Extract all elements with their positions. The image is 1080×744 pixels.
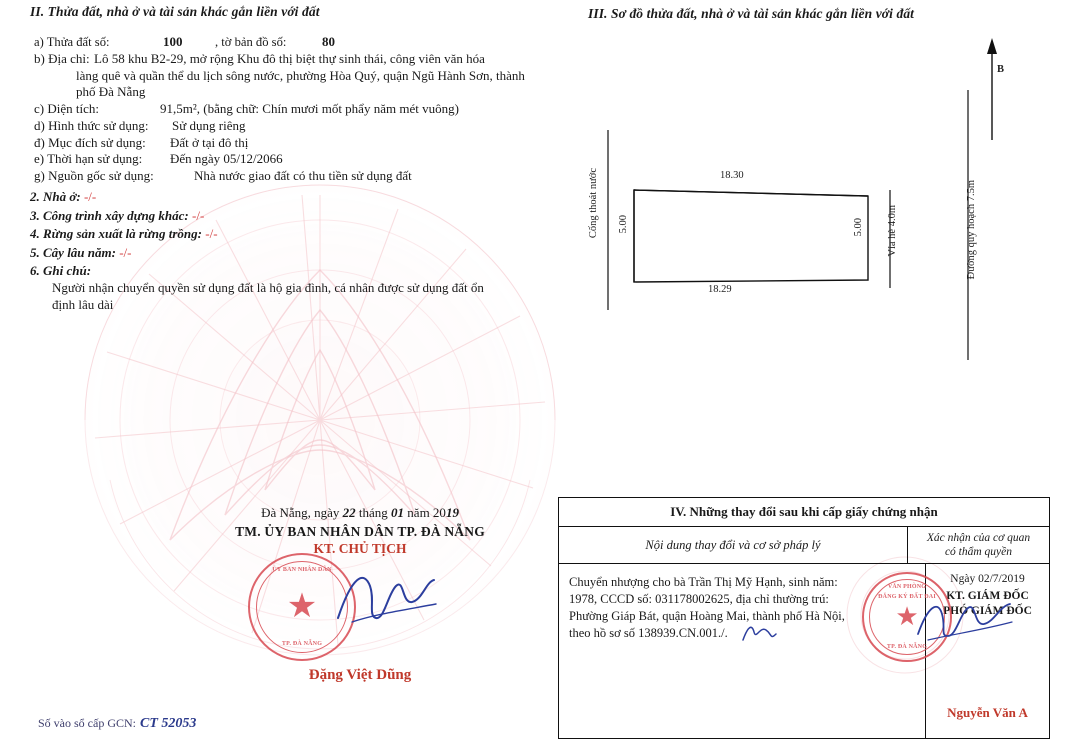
item-4-value: -/- xyxy=(205,226,218,242)
bottom-width-label: 18.29 xyxy=(708,284,732,295)
stamp-bottom-text: TP. ĐÀ NẴNG xyxy=(281,641,323,647)
item-5-value: -/- xyxy=(119,244,132,260)
north-mark-label: B xyxy=(997,64,1005,75)
item-6-label: 6. Ghi chú: xyxy=(30,263,92,279)
purpose-row xyxy=(30,135,550,152)
parcel-diagram xyxy=(560,30,1060,470)
purpose-value: Đất ở tại đô thị xyxy=(170,134,249,150)
top-width-label: 18.30 xyxy=(720,170,744,181)
change-line-1: Chuyển nhượng cho bà Trần Thị Mỹ Hạnh, sinh năm: xyxy=(569,575,838,589)
planned-road-label: Đường quy hoạch 7.5m xyxy=(966,180,977,280)
signature-date-line xyxy=(190,505,530,521)
section-4-row xyxy=(559,564,1049,738)
change-line-4: theo hồ sơ số 138939.CN.001./. xyxy=(569,626,728,640)
area-label: c) Diện tích: xyxy=(34,100,99,116)
right-depth-label: 5.00 xyxy=(853,218,864,237)
sig-year-label: năm 20 xyxy=(407,505,446,520)
confirmation-signer-name: Nguyễn Văn A xyxy=(947,705,1028,720)
stamp-top-text: ỦY BAN NHÂN DÂN xyxy=(272,567,332,573)
drain-label: Cống thoát nước xyxy=(588,168,599,239)
address-row xyxy=(30,51,550,101)
address-line-1: Lô 58 khu B2-29, mở rộng Khu đô thị biệt thự sinh thái, công viên văn hóa xyxy=(94,51,485,66)
gcn-value: CT 52053 xyxy=(140,716,197,731)
area-value: 91,5m², (bằng chữ: Chín mươi mốt phẩy năm mét vuông) xyxy=(160,100,459,116)
use-form-row xyxy=(30,118,550,135)
section-3-heading: III. Sơ đồ thửa đất, nhà ở và tài sản khác gắn liền với đất xyxy=(588,6,915,21)
left-depth-label: 5.00 xyxy=(618,215,629,234)
sig-date-prefix: Đà Nẵng, ngày xyxy=(261,505,340,520)
address-line-3: phố Đà Nẵng xyxy=(76,84,146,100)
col-authority-header-line2: có thẩm quyền xyxy=(944,546,1013,558)
stamp2-top-text: VĂN PHÒNG xyxy=(887,584,927,590)
item-2-label: 2. Nhà ở: xyxy=(30,188,81,204)
parcel-number-label: a) Thửa đất số: xyxy=(34,35,110,49)
item-3-construction xyxy=(30,208,550,225)
parcel-number-value: 100 xyxy=(163,34,183,49)
note-line-2: định lâu dài xyxy=(52,296,114,312)
map-sheet-value: 80 xyxy=(322,34,335,49)
signature-block xyxy=(190,505,530,684)
purpose-label: đ) Mục đích sử dụng: xyxy=(34,134,146,150)
address-line-2: làng quê và quần thể du lịch sông nước, phường Hòa Quý, quận Ngũ Hành Sơn, thành xyxy=(76,67,525,83)
item-4-forest xyxy=(30,226,550,243)
section-4-column-headers xyxy=(559,527,1049,564)
sig-year: 19 xyxy=(445,505,459,520)
signer-name: Đặng Việt Dũng xyxy=(308,667,412,683)
origin-label: g) Nguồn gốc sử dụng: xyxy=(34,168,154,184)
stamp2-bottom-text: TP. ĐÀ NẴNG xyxy=(886,644,928,650)
area-row xyxy=(30,101,550,118)
stamp2-star-icon: ★ xyxy=(895,602,919,631)
section-4-changes-table xyxy=(558,497,1050,739)
parcel-number-row xyxy=(30,34,550,51)
change-line-3: Phường Giáp Bát, quận Hoàng Mai, thành phố Hà Nội, xyxy=(569,609,845,623)
term-value: Đến ngày 05/12/2066 xyxy=(170,151,283,167)
gcn-book-number xyxy=(38,716,196,732)
item-3-label: 3. Công trình xây dựng khác: xyxy=(30,207,189,223)
confirmation-role-2: PHÓ GIÁM ĐỐC xyxy=(943,605,1032,617)
use-form-label: d) Hình thức sử dụng: xyxy=(34,117,149,133)
stamp2-mid-text: ĐĂNG KÝ ĐẤT ĐAI xyxy=(878,594,936,600)
section-2-heading: II. Thửa đất, nhà ở và tài sản khác gắn liền với đất xyxy=(30,4,320,19)
col-change-content-header: Nội dung thay đổi và cơ sở pháp lý xyxy=(559,527,908,563)
sidewalk-label: Vỉa hè 4.0m xyxy=(887,205,898,257)
note-line-1: Người nhận chuyển quyền sử dụng đất là hộ gia đình, cá nhân được sử dụng đất ổn xyxy=(52,279,484,295)
item-5-label: 5. Cây lâu năm: xyxy=(30,244,116,260)
change-line-2: 1978, CCCD số: 031178002625, địa chỉ thường trú: xyxy=(569,592,829,606)
confirmation-date: Ngày 02/7/2019 xyxy=(950,573,1025,585)
authority-confirmation-cell xyxy=(926,564,1049,738)
stamp-star-icon: ★ xyxy=(286,588,318,625)
land-registry-round-stamp xyxy=(862,572,952,662)
use-form-value: Sử dụng riêng xyxy=(172,117,246,133)
sig-month-label: tháng xyxy=(358,505,388,520)
item-3-value: -/- xyxy=(192,207,205,223)
parcel-diagram-svg xyxy=(560,30,1060,470)
item-5-perennial xyxy=(30,245,550,262)
col-authority-header xyxy=(908,527,1049,563)
item-2-value: -/- xyxy=(83,188,97,204)
sig-day: 22 xyxy=(342,505,356,520)
address-label: b) Địa chỉ: xyxy=(34,51,90,66)
term-label: e) Thời hạn sử dụng: xyxy=(34,151,143,167)
gcn-label: Số vào sổ cấp GCN: xyxy=(38,716,136,730)
origin-row xyxy=(30,168,550,185)
item-2-house xyxy=(30,189,550,206)
government-round-stamp xyxy=(248,553,356,661)
signing-role: KT. CHỦ TỊCH xyxy=(313,541,407,556)
item-4-label: 4. Rừng sản xuất là rừng trồng: xyxy=(30,226,202,242)
sig-month: 01 xyxy=(391,505,405,520)
col-authority-header-line1: Xác nhận của cơ quan xyxy=(926,532,1031,544)
map-sheet-label: , tờ bản đồ số: xyxy=(215,35,287,49)
term-row xyxy=(30,151,550,168)
section-4-heading: IV. Những thay đổi sau khi cấp giấy chứng nhận xyxy=(559,498,1049,527)
origin-value: Nhà nước giao đất có thu tiền sử dụng đất xyxy=(194,168,412,184)
signing-organisation: TM. ỦY BAN NHÂN DÂN TP. ĐÀ NẴNG xyxy=(235,524,485,539)
confirmation-role-1: KT. GIÁM ĐỐC xyxy=(946,590,1029,602)
item-6-notes xyxy=(30,263,550,280)
parcel-details xyxy=(30,34,550,313)
